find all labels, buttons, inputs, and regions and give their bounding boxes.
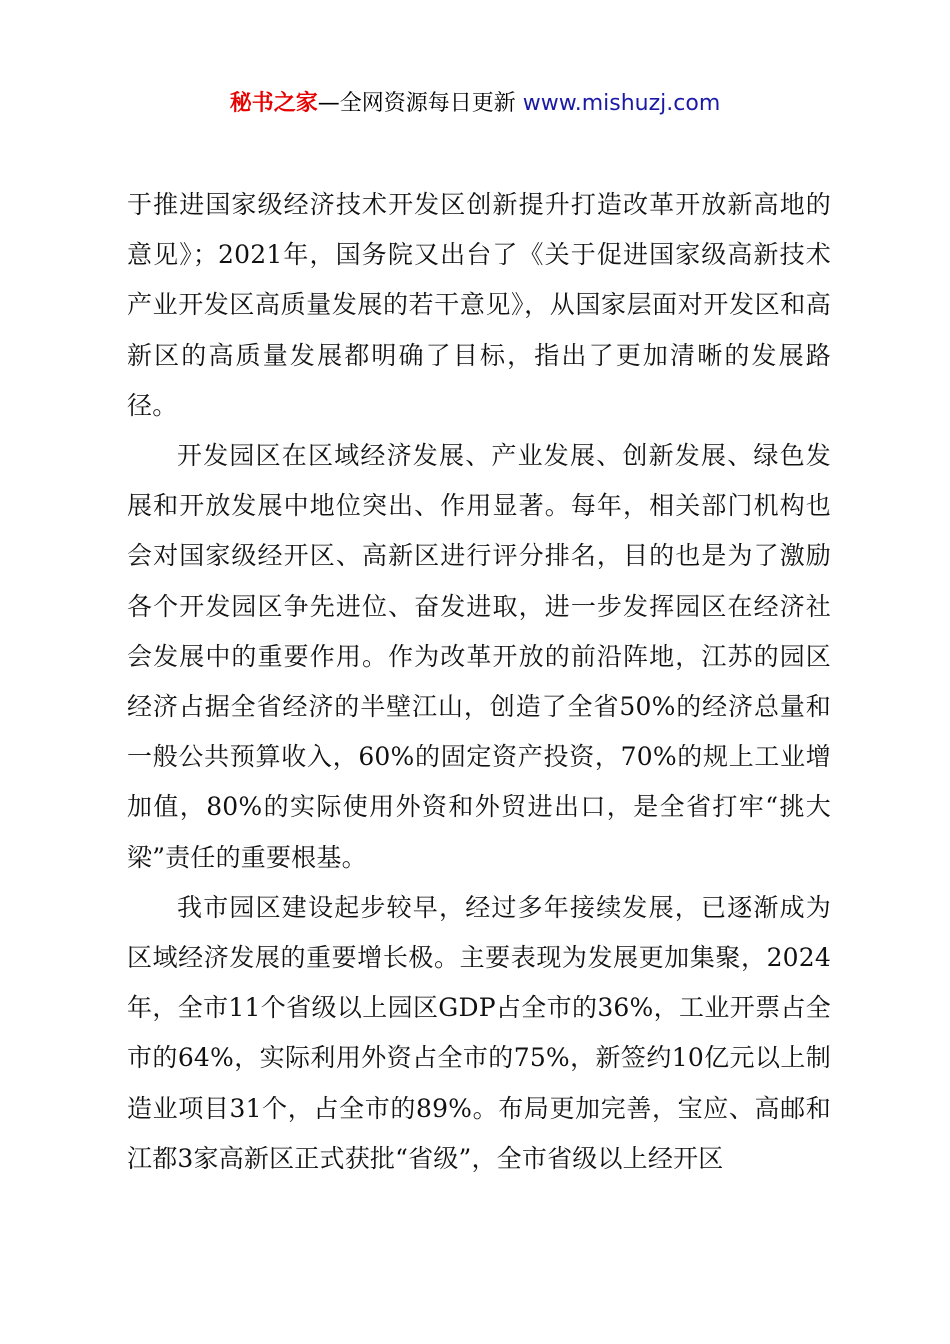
page-header bbox=[0, 88, 950, 120]
paragraph-park-development: 开发园区在区域经济发展、产业发展、创新发展、绿色发展和开放发展中地位突出、作用显著。每年，相关部门机构也会对国家级经开区、高新区进行评分排名，目的也是为了激励各个开发园区争先进位、奋发进取，进一步发挥园区在经济社会发展中的重要作用。作为改革开放的前沿阵地，江苏的园区经济占据全省经济的半壁江山，创造了全省50%的经济总量和一般公共预算收入，60%的固定资产投资，70%的规上工业增加值，80%的实际使用外资和外贸进出口，是全省打牢“挑大梁”责任的重要根基。 bbox=[127, 441, 831, 872]
brand-name: 秘书之家 bbox=[229, 91, 318, 116]
header-tagline: —全网资源每日更新 bbox=[317, 91, 523, 116]
paragraph-continuation: 于推进国家级经济技术开发区创新提升打造改革开放新高地的意见》；2021年，国务院又出台了《关于促进国家级高新技术产业开发区高质量发展的若干意见》，从国家层面对开发区和高新区的高质量发展都明确了目标，指出了更加清晰的发展路径。 bbox=[127, 190, 831, 420]
paragraph-city-parks: 我市园区建设起步较早，经过多年接续发展，已逐渐成为区域经济发展的重要增长极。主要表现为发展更加集聚，2024年，全市11个省级以上园区GDP占全市的36%，工业开票占全市的64%，实际利用外资占全市的75%，新签约10亿元以上制造业项目31个，占全市的89%。布局更加完善，宝应、高邮和江都3家高新区正式获批“省级”，全市省级以上经开区 bbox=[127, 892, 831, 1173]
document-body bbox=[127, 180, 831, 1184]
site-url-link[interactable]: www.mishuzj.com bbox=[522, 91, 721, 116]
